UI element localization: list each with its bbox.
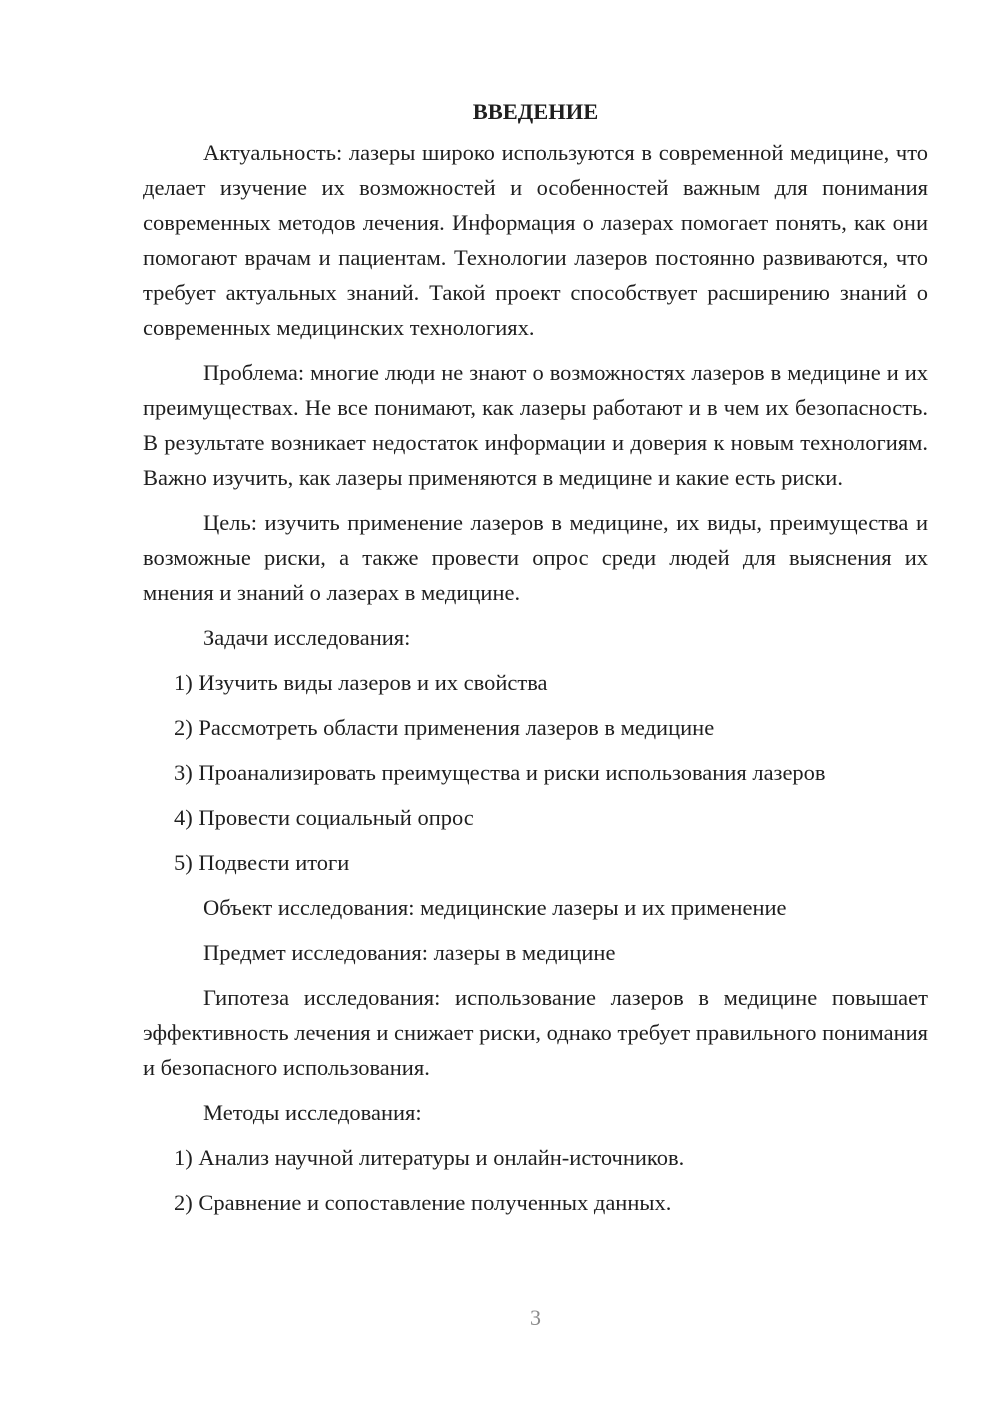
task-item: 3) Проанализировать преимущества и риски использования лазеров	[174, 760, 826, 785]
problem-paragraph: Проблема: многие люди не знают о возможностях лазеров в медицине и их преимуществах. Не все понимают, как лазеры работают и в чем их безопасность. В результате возникает недостаток информации и доверия к новым технологиям. Важно изучить, как лазеры применяются в медицине и какие есть риски.	[143, 360, 928, 490]
relevance-paragraph: Актуальность: лазеры широко используются в современной медицине, что делает изучение их возможностей и особенностей важным для понимания современных методов лечения. Информация о лазерах помогает понять, как они помогают врачам и пациентам. Технологии лазеров постоянно развиваются, что требует актуальных знаний. Такой проект способствует расширению знаний о современных медицинских технологиях.	[143, 140, 928, 340]
method-item: 2) Сравнение и сопоставление полученных данных.	[174, 1190, 672, 1215]
methods-heading: Методы исследования:	[203, 1100, 422, 1125]
section-title: ВВЕДЕНИЕ	[472, 99, 599, 124]
tasks-heading: Задачи исследования:	[203, 625, 411, 650]
page-number: 3	[530, 1305, 541, 1330]
task-item: 4) Провести социальный опрос	[174, 805, 474, 830]
task-item: 2) Рассмотреть области применения лазеров в медицине	[174, 715, 715, 740]
research-object: Объект исследования: медицинские лазеры и их применение	[203, 895, 787, 920]
method-item: 1) Анализ научной литературы и онлайн-источников.	[174, 1145, 685, 1170]
task-item: 1) Изучить виды лазеров и их свойства	[174, 670, 548, 695]
goal-paragraph: Цель: изучить применение лазеров в медицине, их виды, преимущества и возможные риски, а также провести опрос среди людей для выяснения их мнения и знаний о лазерах в медицине.	[143, 510, 928, 605]
hypothesis-paragraph: Гипотеза исследования: использование лазеров в медицине повышает эффективность лечения и снижает риски, однако требует правильного понимания и безопасного использования.	[143, 985, 928, 1080]
research-subject: Предмет исследования: лазеры в медицине	[203, 940, 616, 965]
task-item: 5) Подвести итоги	[174, 850, 350, 875]
